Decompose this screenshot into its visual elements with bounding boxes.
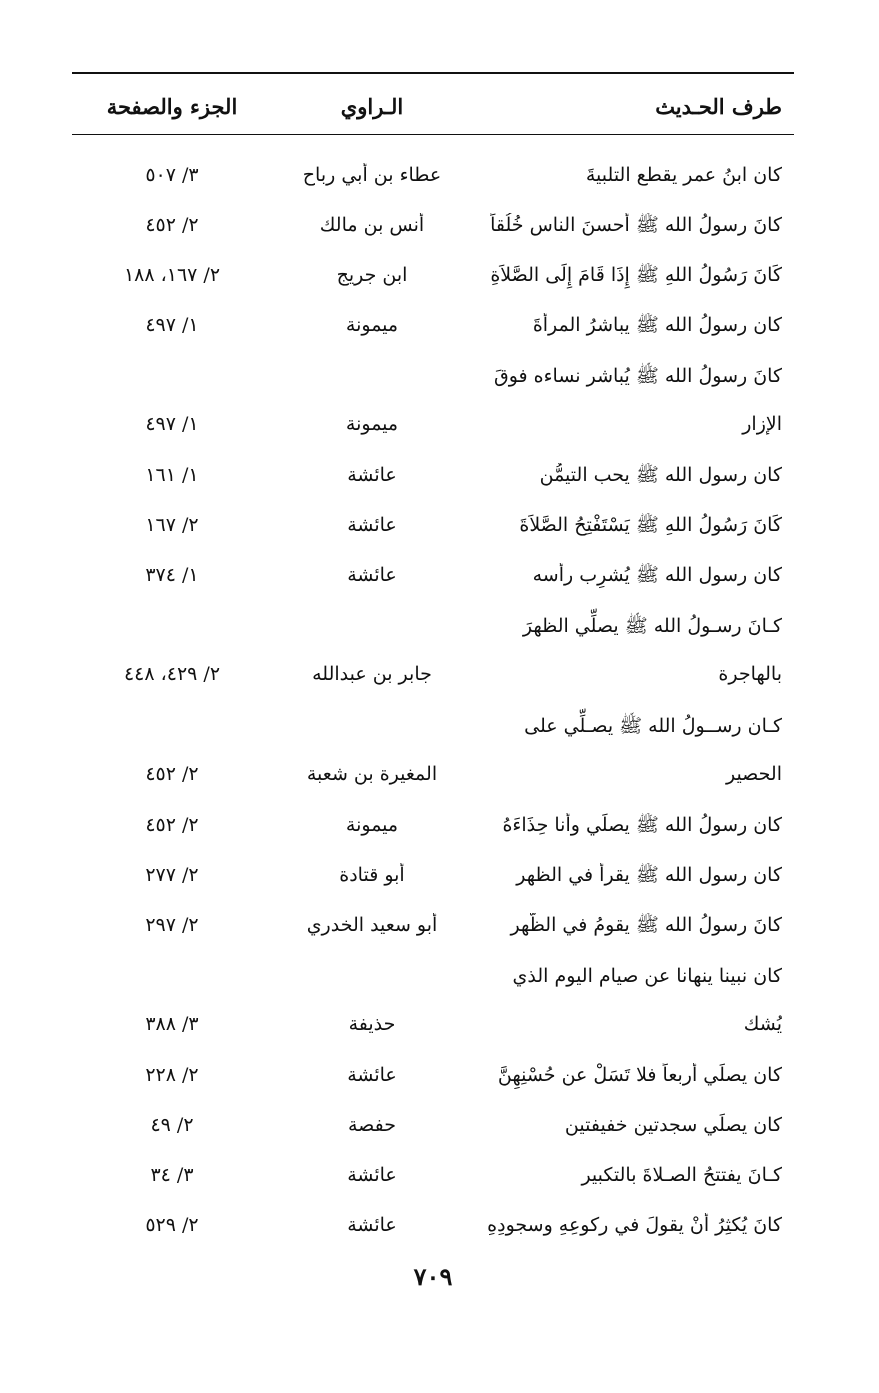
table-row: [72, 250, 794, 300]
ref-cell: ١/ ٤٩٧: [145, 314, 199, 336]
hadith-cell: كانَ رسولُ الله ﷺ أحسنَ الناس خُلُقاً: [490, 214, 782, 236]
rawi-cell: ابن جريج: [336, 264, 408, 286]
table-row: [72, 1100, 794, 1150]
ref-cell: ٢/ ٤٥٢: [145, 214, 199, 236]
ref-cell: ٢/ ١٦٧: [145, 514, 199, 536]
ref-cell: ١/ ٤٩٧: [145, 413, 199, 435]
table-row: [72, 600, 794, 700]
hadith-cell: كَانَ رَسُولُ اللهِ ﷺ يَسْتَفْتِحُ الصَّلاَةَ: [519, 514, 782, 536]
ref-cell: ٢/ ٤٥٢: [145, 814, 199, 836]
rawi-cell: عائشة: [347, 1064, 397, 1086]
table-row: [72, 700, 794, 800]
header-rawi: الـراوي: [340, 94, 404, 119]
ref-cell: ٢/ ٢٢٨: [145, 1064, 199, 1086]
table-row: [72, 450, 794, 500]
ref-cell: ٢/ ٢٧٧: [145, 864, 199, 886]
hadith-cell: كان نبينا ينهانا عن صيام اليوم الذي يُشك: [512, 965, 782, 1035]
header-ref: الجزء والصفحة: [106, 94, 238, 119]
ref-cell: ٢/ ٤٩: [150, 1114, 194, 1136]
hadith-cell: كان رسول الله ﷺ يحب التيمُّن: [539, 464, 782, 486]
ref-cell: ٢/ ٢٩٧: [145, 914, 199, 936]
page-number: ٧٠٩: [413, 1262, 453, 1291]
ref-cell: ٣/ ٣٨٨: [145, 1013, 199, 1035]
ref-cell: ٢/ ١٦٧، ١٨٨: [123, 264, 221, 286]
table-row: [72, 200, 794, 250]
hadith-cell: كان رسولُ الله ﷺ يباشرُ المرأةَ: [532, 314, 782, 336]
hadith-index-table: [72, 150, 794, 1250]
hadith-cell: كـانَ رسـولُ الله ﷺ يصلِّي الظهرَ بالهاجرة: [522, 615, 782, 685]
rawi-cell: عائشة: [347, 1214, 397, 1236]
table-row: [72, 1050, 794, 1100]
rawi-cell: أنس بن مالك: [319, 214, 425, 236]
rawi-cell: المغيرة بن شعبة: [306, 763, 438, 785]
rawi-cell: عائشة: [347, 514, 397, 536]
ref-cell: ١/ ٣٧٤: [145, 564, 199, 586]
table-row: [72, 350, 794, 450]
ref-cell: ٢/ ٤٢٩، ٤٤٨: [123, 663, 221, 685]
rawi-cell: عائشة: [347, 564, 397, 586]
hadith-cell: كَانَ رَسُولُ اللهِ ﷺ إِذَا قَامَ إِلَى الصَّلاَةِ: [490, 264, 782, 286]
header-hadith: طرف الحـديث: [655, 94, 782, 119]
hadith-cell: كانَ رسولُ الله ﷺ يقومُ في الظُّهر: [510, 914, 782, 936]
hadith-cell: كانَ يُكثِرُ أَنْ يقولَ في ركوعِهِ وسجودِهِ: [487, 1214, 782, 1236]
rawi-cell: عطاء بن أبي رباح: [302, 164, 442, 186]
hadith-cell: كان رسول الله ﷺ يقرأ في الظهر: [516, 864, 782, 886]
rawi-cell: عائشة: [347, 1164, 397, 1186]
hadith-cell: كان رسول الله ﷺ يُشرِب رأسه: [532, 564, 782, 586]
table-header: [72, 86, 794, 128]
ref-cell: ٣/ ٣٤: [150, 1164, 194, 1186]
table-row: [72, 850, 794, 900]
table-row: [72, 800, 794, 850]
hadith-cell: كان يصلِّي أربعاً فلا تَسَلْ عن حُسْنِهِنَّ: [497, 1064, 782, 1086]
rawi-cell: ميمونة: [345, 314, 399, 336]
ref-cell: ٢/ ٤٥٢: [145, 763, 199, 785]
table-row: [72, 900, 794, 950]
table-row: [72, 150, 794, 200]
table-row: [72, 500, 794, 550]
table-row: [72, 1150, 794, 1200]
hadith-cell: كـان رســولُ الله ﷺ يصـلِّي على الحصير: [524, 715, 782, 785]
table-row: [72, 550, 794, 600]
ref-cell: ٢/ ٥٢٩: [145, 1214, 199, 1236]
rawi-cell: أبو سعيد الخدري: [306, 914, 438, 936]
hadith-cell: كـانَ يفتتحُ الصـلاةَ بالتكبير: [581, 1164, 782, 1186]
rawi-cell: جابر بن عبدالله: [312, 663, 432, 685]
rawi-cell: أبو قتادة: [339, 864, 405, 886]
header-rule: [72, 134, 794, 135]
rawi-cell: ميمونة: [345, 814, 399, 836]
ref-cell: ٣/ ٥٠٧: [145, 164, 199, 186]
hadith-cell: كان رسولُ الله ﷺ يصلِّي وأنا حِذَاءَهُ: [502, 814, 782, 836]
rawi-cell: عائشة: [347, 464, 397, 486]
rawi-cell: حفصة: [347, 1114, 397, 1136]
hadith-cell: كان يصلِّي سجدتين خفيفتين: [564, 1114, 782, 1136]
table-row: [72, 1200, 794, 1250]
table-row: [72, 950, 794, 1050]
hadith-cell: كانَ رسولُ الله ﷺ يُباشر نساءه فوقَ الإزار: [493, 365, 782, 435]
table-row: [72, 300, 794, 350]
top-rule: [72, 72, 794, 74]
rawi-cell: حذيفة: [348, 1013, 396, 1035]
rawi-cell: ميمونة: [345, 413, 399, 435]
hadith-cell: كان ابنُ عمر يقطع التلبيةَ: [585, 164, 782, 186]
ref-cell: ١/ ١٦١: [145, 464, 199, 486]
